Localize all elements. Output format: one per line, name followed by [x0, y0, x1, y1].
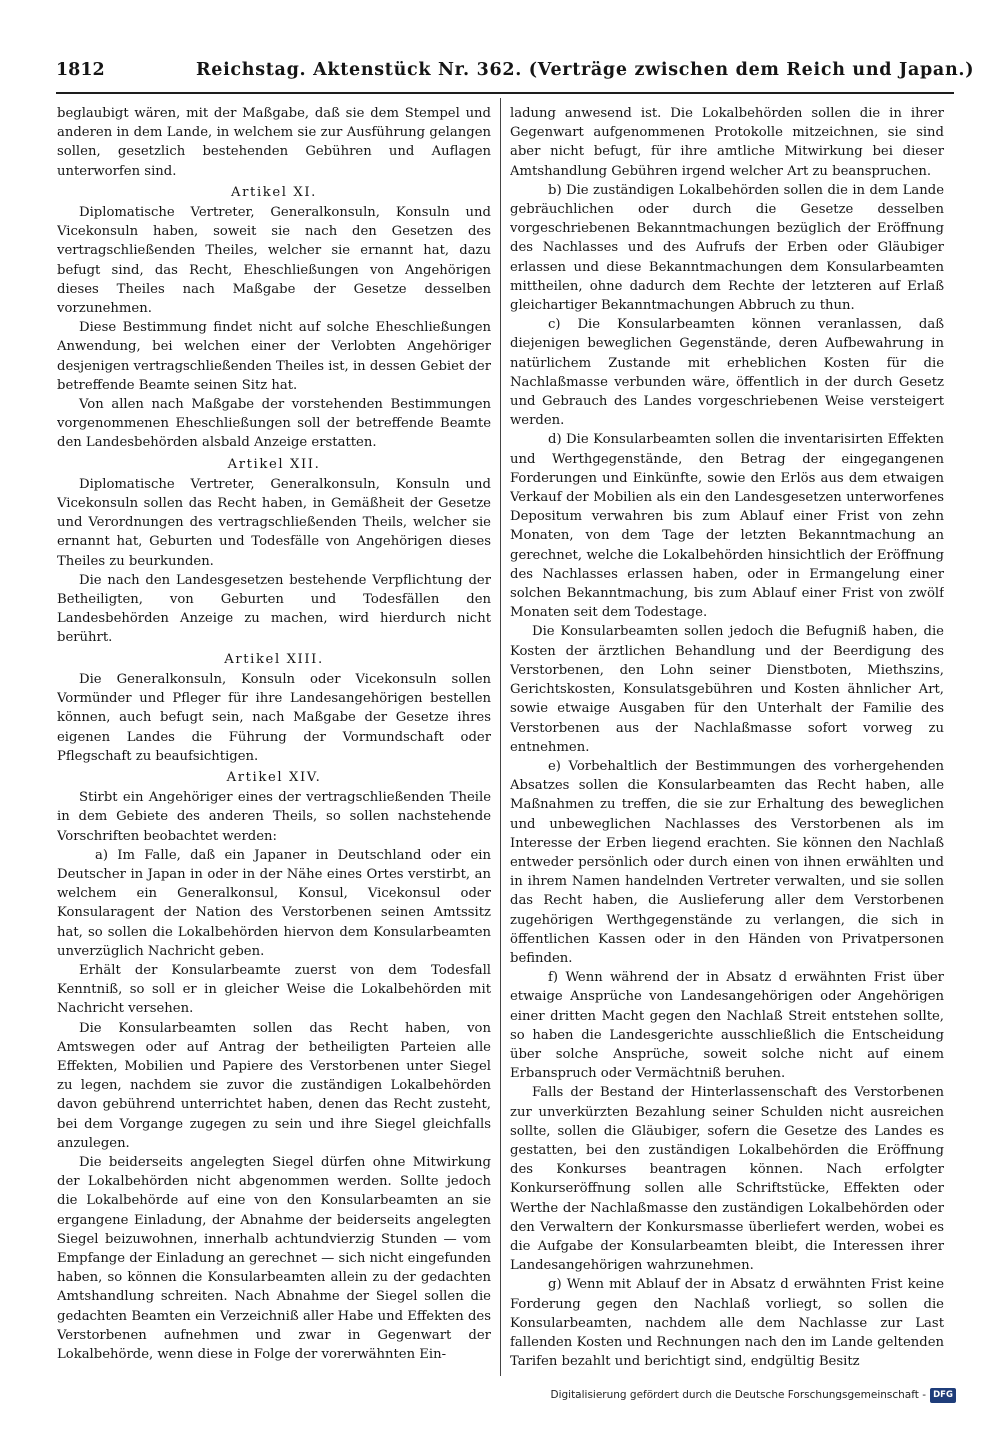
running-title: Reichstag. Aktenstück Nr. 362. (Verträge zwischen dem Reich und Japan.) [196, 60, 975, 80]
paragraph: c) Die Konsularbeamten können veranlassen, daß diejenigen beweglichen Gegenstände, deren Aufbewahrung in natürlichem Zustande mit erheblichen Kosten für die Nachlaßmasse verbunden wäre, öffentlich in der durch Gesetz und Gebrauch des Landes vorgeschriebenen Weise versteigert werden. [510, 317, 944, 429]
paragraph: Die Konsularbeamten sollen das Recht haben, von Amtswegen oder auf Antrag der betheiligten Parteien alle Effekten, Mobilien und Papiere des Verstorbenen unter Siegel zu legen, nachdem sie zuvor die zuständigen Lokalbehörden davon gebührend unterrichtet haben, denen das Recht zusteht, bei dem Vorgange zugegen zu sein und ihre Siegel gleichfalls anzulegen. [57, 1020, 491, 1151]
paragraph: Diplomatische Vertreter, Generalkonsuln, Konsuln und Vicekonsuln haben, soweit sie nach den Gesetzen des vertragschließenden Theiles, welcher sie ernannt hat, dazu befugt sind, das Recht, Eheschließungen von Angehörigen dieses Theiles nach Maßgabe der Gesetze desselben vorzunehmen. [57, 205, 491, 317]
paragraph: d) Die Konsularbeamten sollen die inventarisirten Effekten und Werthgegenstände, den Betrag der eingegangenen Forderungen und Einkünfte, sowie den Erlös aus dem etwaigen Verkauf der Mobilien als ein den Landesgesetzen unterworfenes Depositum verwahren bis zum Ablauf einer Frist von zehn Monaten, von dem Tage der letzten Bekanntmachung an gerechnet, welche die Lokalbehörden hinsichtlich der Eröffnung des Nachlasses erlassen haben, oder in Ermangelung einer solchen Bekanntmachung, bis zum Ablauf einer Frist von zwölf Monaten seit dem Todestage. [510, 432, 944, 621]
digitization-footer [550, 1386, 956, 1404]
paragraph: Die nach den Landesgesetzen bestehende Verpflichtung der Betheiligten, von Geburten und Todesfällen den Landesbehörden Anzeige zu machen, wird hierdurch nicht berührt. [57, 572, 491, 646]
paragraph: ladung anwesend ist. Die Lokalbehörden sollen die in ihrer Gegenwart aufgenommenen Protokolle mitzeichnen, sie sind aber nicht befugt, für ihre amtliche Mitwirkung bei dieser Amtshandlung Gebühren irgend welcher Art zu beanspruchen. [510, 106, 944, 179]
column-divider [500, 98, 501, 1376]
paragraph: f) Wenn während der in Absatz d erwähnten Frist über etwaige Ansprüche von Landesangehörigen oder Angehörigen einer dritten Macht gegen den Nachlaß Streit entstehen sollte, so haben die Landesgerichte ausschließlich die Entscheidung über solche Ansprüche, soweit solche nicht auf einem Erbanspruch oder Vermächtniß beruhen. [510, 970, 944, 1082]
header-rule [56, 92, 954, 94]
left-column [57, 104, 491, 1380]
paragraph: Die beiderseits angelegten Siegel dürfen ohne Mitwirkung der Lokalbehörden nicht abgenommen werden. Sollte jedoch die Lokalbehörde auf eine von den Konsularbeamten an sie ergangene Einladung, der Abnahme der beiderseits angelegten Siegel beizuwohnen, innerhalb achtundvierzig Stunden — vom Empfange der Einladung an gerechnet — sich nicht eingefunden haben, so können die Konsularbeamten allein zu der gedachten Amtshandlung schreiten. Nach Abnahme der Siegel sollen die gedachten Beamten ein Verzeichniß aller Habe und Effekten des Verstorbenen aufnehmen und zwar in Gegenwart der Lokalbehörde, wenn diese in Folge der vorerwähnten Ein- [57, 1154, 491, 1362]
article-heading: Artikel XI. [231, 184, 317, 200]
paragraph: e) Vorbehaltlich der Bestimmungen des vorhergehenden Absatzes sollen die Konsularbeamten das Recht haben, alle Maßnahmen zu treffen, die sie zur Erhaltung des beweglichen und unbeweglichen Nachlasses des Verstorbenen als im Interesse der Erben liegend erachten. Sie können den Nachlaß entweder persönlich oder durch einen von ihnen erwählten und in ihrem Namen handelnden Vertreter verwalten, und sie sollen das Recht haben, die Auslieferung aller dem Verstorbenen zugehörigen Werthgegenstände zu verlangen, die sich in öffentlichen Kassen oder in den Händen von Privatpersonen befinden. [510, 758, 944, 966]
paragraph: Diese Bestimmung findet nicht auf solche Eheschließungen Anwendung, bei welchen einer der Verlobten Angehöriger desjenigen vertragschließenden Theiles ist, in dessen Gebiet der betreffende Beamte seinen Sitz hat. [57, 320, 491, 393]
paragraph: b) Die zuständigen Lokalbehörden sollen die in dem Lande gebräuchlichen oder durch die Gesetze desselben vorgeschriebenen Bekanntmachungen bezüglich der Eröffnung des Nachlasses und des Aufrufs der Erben oder Gläubiger erlassen und diese Bekanntmachungen dem Konsularbeamten mittheilen, ohne dadurch dem Rechte der letzteren auf Erlaß gleichartiger Bekanntmachungen Abbruch zu thun. [510, 182, 944, 314]
paragraph: beglaubigt wären, mit der Maßgabe, daß sie dem Stempel und anderen in dem Lande, in welchem sie zur Ausführung gelangen sollen, gesetzlich bestehenden Gebühren und Auflagen unterworfen sind. [57, 106, 491, 179]
dfg-logo-icon: DFG [930, 1388, 956, 1403]
paragraph: Erhält der Konsularbeamte zuerst von dem Todesfall Kenntniß, so soll er in gleicher Weise die Lokalbehörden mit Nachricht versehen. [57, 962, 491, 1017]
paragraph: Die Konsularbeamten sollen jedoch die Befugniß haben, die Kosten der ärztlichen Behandlung und der Beerdigung des Verstorbenen, den Lohn seiner Dienstboten, Miethszins, Gerichtskosten, Konsulatsgebühren und Kosten ähnlicher Art, sowie etwaige Ausgaben für den Unterhalt der Familie des Verstorbenen aus der Nachlaßmasse sofort vorweg zu entnehmen. [510, 624, 944, 755]
article-heading: Artikel XIV. [226, 769, 322, 785]
paragraph: Von allen nach Maßgabe der vorstehenden Bestimmungen vorgenommenen Eheschließungen soll der betreffende Beamte den Landesbehörden alsbald Anzeige erstatten. [57, 397, 491, 451]
paragraph: g) Wenn mit Ablauf der in Absatz d erwähnten Frist keine Forderung gegen den Nachlaß vorliegt, so sollen die Konsularbeamten, nachdem alle dem Nachlasse zur Last fallenden Kosten und Rechnungen nach den im Lande geltenden Tarifen bezahlt und berichtigt sind, endgültig Besitz [510, 1277, 944, 1370]
paragraph: Falls der Bestand der Hinterlassenschaft des Verstorbenen zur unverkürzten Bezahlung seiner Schulden nicht ausreichen sollte, sollen die Gläubiger, sofern die Gesetze des Landes es gestatten, bei den zuständigen Lokalbehörden die Eröffnung des Konkurses beantragen können. Nach erfolgter Konkurseröffnung sollen alle Schriftstücke, Effekten oder Werthe der Nachlaßmasse den zuständigen Lokalbehörden oder den Verwaltern der Konkursmasse überliefert werden, wobei es die Aufgabe der Konsularbeamten bleibt, die Interessen ihrer Landesangehörigen wahrzunehmen. [510, 1085, 944, 1274]
footer-note-text: Digitalisierung gefördert durch die Deutsche Forschungsgemeinschaft - [550, 1389, 926, 1401]
article-heading: Artikel XIII. [224, 651, 324, 667]
article-heading: Artikel XII. [227, 456, 321, 472]
paragraph: Die Generalkonsuln, Konsuln oder Vicekonsuln sollen Vormünder und Pfleger für ihre Landesangehörigen bestellen können, auch befugt sein, nach Maßgabe der Gesetze ihres eigenen Landes die Führung der Vormundschaft oder Pflegschaft zu beaufsichtigen. [57, 671, 491, 764]
running-head [56, 56, 975, 86]
paragraph: a) Im Falle, daß ein Japaner in Deutschland oder ein Deutscher in Japan in oder in der Nähe eines Ortes verstirbt, an welchem ein Generalkonsul, Konsul, Vicekonsul oder Konsularagent der Nation des Verstorbenen seinen Amtssitz hat, so sollen die Lokalbehörden hiervon dem Konsularbeamten unverzüglich Nachricht geben. [57, 847, 491, 959]
paragraph: Stirbt ein Angehöriger eines der vertragschließenden Theile in dem Gebiete des anderen Theils, so sollen nachstehende Vorschriften beobachtet werden: [57, 790, 491, 844]
right-column [510, 104, 944, 1380]
paragraph: Diplomatische Vertreter, Generalkonsuln, Konsuln und Vicekonsuln sollen das Recht haben, in Gemäßheit der Gesetze und Verordnungen des vertragschließenden Theils, welcher sie ernannt hat, Geburten und Todesfälle von Angehörigen dieses Theiles zu beurkunden. [57, 476, 491, 569]
page-number: 1812 [56, 60, 105, 80]
